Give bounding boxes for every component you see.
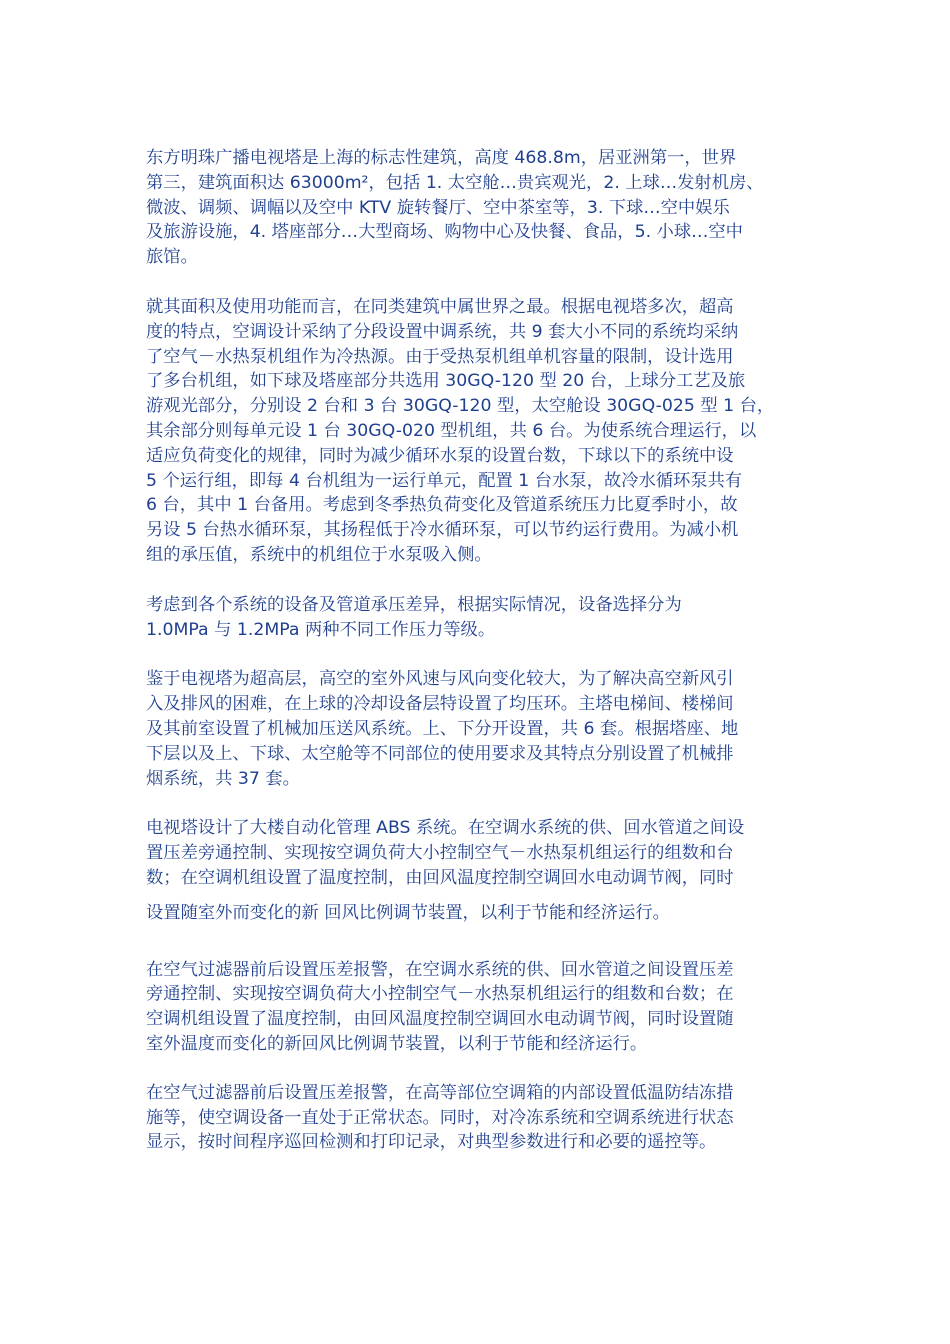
text-line: 入及排风的困难，在上球的冷却设备层特设置了均压环。主塔电梯间、楼梯间 xyxy=(146,694,734,715)
paragraph-4 xyxy=(146,667,814,791)
paragraph-1 xyxy=(146,146,814,270)
text-line: 电视塔设计了大楼自动化管理 ABS 系统。在空调水系统的供、回水管道之间设 xyxy=(146,818,745,839)
text-line: 施等，使空调设备一直处于正常状态。同时，对冷冻系统和空调系统进行状态 xyxy=(146,1107,734,1128)
text-line: 置压差旁通控制、实现按空调负荷大小控制空气－水热泵机组运行的组数和台 xyxy=(146,843,734,864)
text-line: 在空气过滤器前后设置压差报警，在高等部位空调箱的内部设置低温防结冻措 xyxy=(146,1082,734,1103)
text-line: 度的特点，空调设计采纳了分段设置中调系统，共 9 套大小不同的系统均采纳 xyxy=(146,321,739,342)
text-line: 就其面积及使用功能而言，在同类建筑中属世界之最。根据电视塔多次，超高 xyxy=(146,296,734,317)
text-line: 及其前室设置了机械加压送风系统。上、下分开设置，共 6 套。根据塔座、地 xyxy=(146,718,739,739)
text-line: 在空气过滤器前后设置压差报警，在空调水系统的供、回水管道之间设置压差 xyxy=(146,959,734,980)
text-line: 微波、调频、调幅以及空中 KTV 旋转餐厅、空中茶室等，3. 下球…空中娱乐 xyxy=(146,197,730,218)
text-line: 了多台机组，如下球及塔座部分共选用 30GQ-120 型 20 台，上球分工艺及旅 xyxy=(146,371,746,392)
paragraph-2 xyxy=(146,295,814,568)
paragraph-5 xyxy=(146,816,814,925)
text-line: 旅馆。 xyxy=(146,247,198,268)
text-line: 了空气－水热泵机组作为冷热源。由于受热泵机组单机容量的限制，设计选用 xyxy=(146,346,734,367)
text-line: 显示，按时间程序巡回检测和打印记录，对典型参数进行和必要的遥控等。 xyxy=(146,1132,717,1153)
text-line: 5 个运行组，即每 4 台机组为一运行单元，配置 1 台水泵，故冷水循环泵共有 xyxy=(146,470,743,491)
text-line: 适应负荷变化的规律，同时为减少循环水泵的设置台数，下球以下的系统中设 xyxy=(146,445,734,466)
text-line: 烟系统，共 37 套。 xyxy=(146,768,300,789)
text-line: 旁通控制、实现按空调负荷大小控制空气－水热泵机组运行的组数和台数；在 xyxy=(146,984,734,1005)
text-line: 第三，建筑面积达 63000m²，包括 1. 太空舱…贵宾观光，2. 上球…发射机房、 xyxy=(146,172,764,193)
text-line: 游观光部分，分别设 2 台和 3 台 30GQ-120 型，太空舱设 30GQ-025 型 1 台， xyxy=(146,396,775,417)
text-line: 6 台，其中 1 台备用。考虑到冬季热负荷变化及管道系统压力比夏季时小，故 xyxy=(146,495,738,516)
text-line: 室外温度而变化的新回风比例调节装置，以利于节能和经济运行。 xyxy=(146,1033,648,1054)
text-line: 及旅游设施，4. 塔座部分…大型商场、购物中心及快餐、食品，5. 小球…空中 xyxy=(146,222,743,243)
text-line: 1.0MPa 与 1.2MPa 两种不同工作压力等级。 xyxy=(146,619,496,640)
text-line: 东方明珠广播电视塔是上海的标志性建筑，高度 468.8m，居亚洲第一，世界 xyxy=(146,148,737,168)
document-body xyxy=(146,146,814,1155)
paragraph-7 xyxy=(146,1081,814,1155)
text-line: 鉴于电视塔为超高层，高空的室外风速与风向变化较大，为了解决高空新风引 xyxy=(146,669,734,690)
text-line: 其余部分则每单元设 1 台 30GQ-020 型机组，共 6 台。为使系统合理运行，以 xyxy=(146,420,757,441)
text-line: 数；在空调机组设置了温度控制，由回风温度控制空调回水电动调节阀，同时 xyxy=(146,867,734,888)
text-line: 空调机组设置了温度控制，由回风温度控制空调回水电动调节阀，同时设置随 xyxy=(146,1009,734,1030)
text-line: 组的承压值，系统中的机组位于水泵吸入侧。 xyxy=(146,544,492,565)
text-line: 下层以及上、下球、太空舱等不同部位的使用要求及其特点分别设置了机械排 xyxy=(146,743,734,764)
paragraph-3 xyxy=(146,593,814,643)
text-line: 设置随室外而变化的新 回风比例调节装置，以利于节能和经济运行。 xyxy=(146,902,670,923)
text-line: 另设 5 台热水循环泵，其扬程低于冷水循环泵，可以节约运行费用。为减小机 xyxy=(146,520,739,541)
paragraph-6 xyxy=(146,958,814,1057)
text-line: 考虑到各个系统的设备及管道承压差异，根据实际情况，设备选择分为 xyxy=(146,594,682,615)
